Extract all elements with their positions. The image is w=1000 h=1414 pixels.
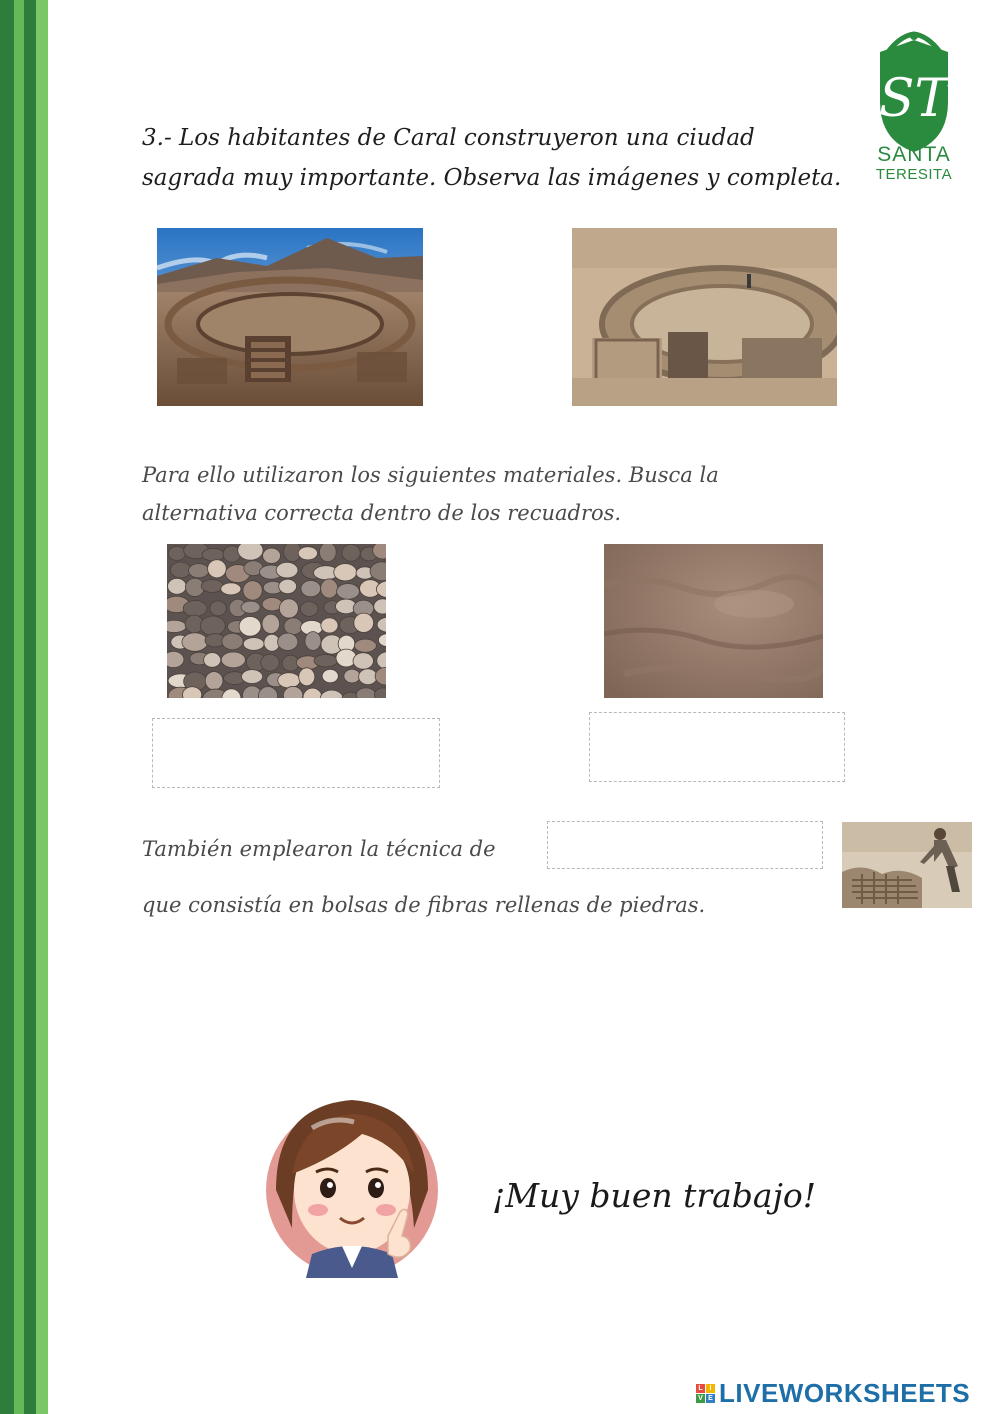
logo-text-santa: SANTA [877, 143, 951, 166]
stones-photo [167, 544, 386, 698]
logo-text [866, 144, 962, 182]
materials-instructions-line: alternativa correcta dentro de los recuadros. [142, 501, 622, 525]
left-border-stripe [14, 0, 24, 1414]
lw-icon-letter: V [696, 1394, 705, 1403]
liveworksheets-icon [696, 1384, 715, 1403]
mud-photo [604, 544, 823, 698]
question-title-line: sagrada muy importante. Observa las imágenes y completa. [142, 165, 842, 191]
logo-text-teresita: TERESITA [875, 166, 953, 183]
congratulations-text: ¡Muy buen trabajo! [492, 1176, 816, 1215]
shicra-photo [842, 822, 972, 908]
answer-box-technique[interactable] [547, 821, 823, 869]
materials-instructions-line: Para ello utilizaron los siguientes materiales. Busca la [142, 463, 719, 487]
caral-photo-amphitheater [157, 228, 423, 406]
lw-icon-letter: L [696, 1384, 705, 1393]
question-title-line: 3.- Los habitantes de Caral construyeron una ciudad [142, 125, 755, 151]
left-border-stripe [24, 0, 36, 1414]
materials-instructions [142, 456, 842, 532]
technique-sentence-start: También emplearon la técnica de [142, 837, 496, 861]
answer-box-mud[interactable] [589, 712, 845, 782]
caral-photo-circular-plaza [572, 228, 837, 406]
left-border-stripe [36, 0, 48, 1414]
svg-text:ST: ST [878, 69, 950, 129]
lw-icon-letter: E [706, 1394, 715, 1403]
left-border-stripe [0, 0, 14, 1414]
answer-box-stones[interactable] [152, 718, 440, 788]
liveworksheets-wordmark: LIVEWORKSHEETS [719, 1377, 971, 1408]
teacher-avatar [262, 1078, 442, 1278]
liveworksheets-brand [696, 1378, 970, 1408]
technique-sentence-end: que consistía en bolsas de fibras rellenas de piedras. [142, 893, 706, 917]
lw-icon-letter: I [706, 1384, 715, 1393]
question-title [142, 118, 862, 198]
